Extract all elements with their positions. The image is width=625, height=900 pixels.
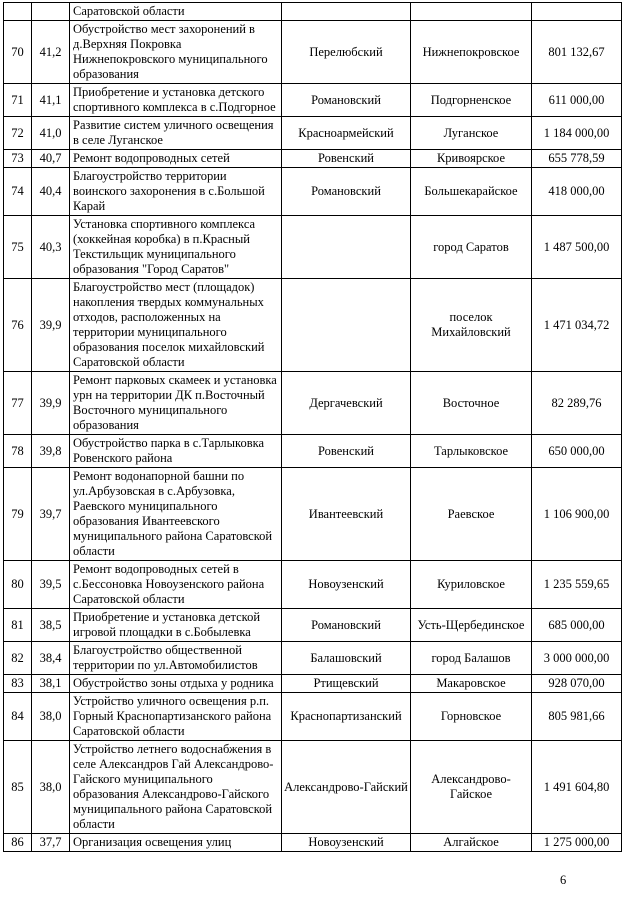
cell-district — [282, 3, 411, 21]
cell-score: 41,1 — [32, 84, 70, 117]
cell-description: Обустройство парка в с.Тарлыковка Ровенского района — [70, 435, 282, 468]
cell-rank: 74 — [4, 168, 32, 216]
cell-amount: 418 000,00 — [532, 168, 622, 216]
cell-district: Ивантеевский — [282, 468, 411, 561]
cell-score: 39,7 — [32, 468, 70, 561]
cell-amount: 82 289,76 — [532, 372, 622, 435]
cell-score: 37,7 — [32, 834, 70, 852]
cell-municipality: Горновское — [411, 693, 532, 741]
table-row — [4, 117, 622, 150]
cell-score: 38,0 — [32, 741, 70, 834]
table-row — [4, 561, 622, 609]
cell-amount: 1 275 000,00 — [532, 834, 622, 852]
table-row — [4, 435, 622, 468]
results-table — [3, 2, 622, 852]
cell-municipality: Кривоярское — [411, 150, 532, 168]
table-row — [4, 3, 622, 21]
cell-district: Дергачевский — [282, 372, 411, 435]
table-row — [4, 84, 622, 117]
table-row — [4, 609, 622, 642]
cell-amount: 685 000,00 — [532, 609, 622, 642]
cell-description: Устройство уличного освещения р.п. Горный Краснопартизанского района Саратовской области — [70, 693, 282, 741]
cell-score: 38,0 — [32, 693, 70, 741]
cell-municipality: Нижнепокровское — [411, 21, 532, 84]
cell-score: 38,4 — [32, 642, 70, 675]
cell-description: Развитие систем уличного освещения в селе Луганское — [70, 117, 282, 150]
cell-score: 38,1 — [32, 675, 70, 693]
cell-district: Романовский — [282, 168, 411, 216]
cell-description: Приобретение и установка детской игровой площадки в с.Бобылевка — [70, 609, 282, 642]
cell-rank: 76 — [4, 279, 32, 372]
cell-amount: 650 000,00 — [532, 435, 622, 468]
table-row — [4, 150, 622, 168]
cell-municipality: Подгорненское — [411, 84, 532, 117]
cell-rank: 70 — [4, 21, 32, 84]
cell-district: Ровенский — [282, 435, 411, 468]
cell-score: 41,0 — [32, 117, 70, 150]
cell-municipality: Большекарайское — [411, 168, 532, 216]
cell-description: Благоустройство общественной территории по ул.Автомобилистов — [70, 642, 282, 675]
cell-municipality: Куриловское — [411, 561, 532, 609]
cell-amount: 1 106 900,00 — [532, 468, 622, 561]
cell-amount: 1 235 559,65 — [532, 561, 622, 609]
cell-rank: 71 — [4, 84, 32, 117]
cell-score: 40,3 — [32, 216, 70, 279]
cell-rank: 72 — [4, 117, 32, 150]
table-row — [4, 21, 622, 84]
cell-description: Ремонт водопроводных сетей в с.Бессоновка Новоузенского района Саратовской области — [70, 561, 282, 609]
table-row — [4, 693, 622, 741]
cell-district: Романовский — [282, 609, 411, 642]
cell-score: 38,5 — [32, 609, 70, 642]
cell-district: Александрово-Гайский — [282, 741, 411, 834]
cell-amount: 805 981,66 — [532, 693, 622, 741]
cell-score: 41,2 — [32, 21, 70, 84]
cell-municipality: Алгайское — [411, 834, 532, 852]
cell-rank: 81 — [4, 609, 32, 642]
cell-district: Новоузенский — [282, 561, 411, 609]
table-row — [4, 279, 622, 372]
cell-rank: 77 — [4, 372, 32, 435]
cell-municipality: Александрово-Гайское — [411, 741, 532, 834]
cell-municipality: город Саратов — [411, 216, 532, 279]
cell-municipality: поселок Михайловский — [411, 279, 532, 372]
cell-rank: 82 — [4, 642, 32, 675]
cell-amount: 1 487 500,00 — [532, 216, 622, 279]
cell-rank: 80 — [4, 561, 32, 609]
table-row — [4, 468, 622, 561]
cell-rank: 83 — [4, 675, 32, 693]
cell-amount: 801 132,67 — [532, 21, 622, 84]
cell-score: 39,9 — [32, 372, 70, 435]
cell-score: 39,9 — [32, 279, 70, 372]
cell-municipality: Восточное — [411, 372, 532, 435]
cell-rank — [4, 3, 32, 21]
page-number: 6 — [560, 873, 567, 887]
cell-district: Новоузенский — [282, 834, 411, 852]
cell-amount — [532, 3, 622, 21]
cell-district: Краснопартизанский — [282, 693, 411, 741]
cell-rank: 85 — [4, 741, 32, 834]
table-row — [4, 168, 622, 216]
cell-score — [32, 3, 70, 21]
cell-district: Ртищевский — [282, 675, 411, 693]
cell-amount: 655 778,59 — [532, 150, 622, 168]
table-row — [4, 642, 622, 675]
cell-description: Благоустройство мест (площадок) накопления твердых коммунальных отходов, расположенных на территории муниципального образования поселок михайловский Саратовской области — [70, 279, 282, 372]
cell-description: Приобретение и установка детского спортивного комплекса в с.Подгорное — [70, 84, 282, 117]
cell-description: Устройство летнего водоснабжения в селе Александров Гай Александрово-Гайского муниципального образования Александрово-Гайского муниципального района Саратовской области — [70, 741, 282, 834]
cell-score: 39,5 — [32, 561, 70, 609]
cell-rank: 73 — [4, 150, 32, 168]
table-row — [4, 675, 622, 693]
cell-district: Романовский — [282, 84, 411, 117]
cell-municipality: Раевское — [411, 468, 532, 561]
table-row — [4, 834, 622, 852]
cell-description: Ремонт водопроводных сетей — [70, 150, 282, 168]
cell-district: Балашовский — [282, 642, 411, 675]
cell-municipality: Луганское — [411, 117, 532, 150]
cell-district — [282, 216, 411, 279]
cell-description: Ремонт водонапорной башни по ул.Арбузовская в с.Арбузовка, Раевского муниципального образования Ивантеевского муниципального района Саратовской области — [70, 468, 282, 561]
cell-description: Организация освещения улиц — [70, 834, 282, 852]
cell-district — [282, 279, 411, 372]
cell-municipality: город Балашов — [411, 642, 532, 675]
cell-description: Установка спортивного комплекса (хоккейная коробка) в п.Красный Текстильщик муниципального образования "Город Саратов" — [70, 216, 282, 279]
cell-description: Ремонт парковых скамеек и установка урн на территории ДК п.Восточный Восточного муниципального образования — [70, 372, 282, 435]
cell-amount: 611 000,00 — [532, 84, 622, 117]
cell-description: Благоустройство территории воинского захоронения в с.Большой Карай — [70, 168, 282, 216]
cell-amount: 1 471 034,72 — [532, 279, 622, 372]
cell-rank: 86 — [4, 834, 32, 852]
cell-municipality: Макаровское — [411, 675, 532, 693]
cell-rank: 79 — [4, 468, 32, 561]
cell-district: Красноармейский — [282, 117, 411, 150]
cell-amount: 928 070,00 — [532, 675, 622, 693]
cell-rank: 84 — [4, 693, 32, 741]
cell-description: Обустройство мест захоронений в д.Верхняя Покровка Нижнепокровского муниципального образования — [70, 21, 282, 84]
cell-score: 39,8 — [32, 435, 70, 468]
cell-municipality — [411, 3, 532, 21]
cell-municipality: Тарлыковское — [411, 435, 532, 468]
cell-district: Ровенский — [282, 150, 411, 168]
cell-score: 40,4 — [32, 168, 70, 216]
cell-amount: 1 491 604,80 — [532, 741, 622, 834]
cell-amount: 3 000 000,00 — [532, 642, 622, 675]
table-row — [4, 216, 622, 279]
cell-amount: 1 184 000,00 — [532, 117, 622, 150]
results-table-body — [4, 3, 622, 852]
cell-description: Обустройство зоны отдыха у родника — [70, 675, 282, 693]
table-row — [4, 741, 622, 834]
cell-municipality: Усть-Щербединское — [411, 609, 532, 642]
cell-score: 40,7 — [32, 150, 70, 168]
cell-district: Перелюбский — [282, 21, 411, 84]
cell-description: Саратовской области — [70, 3, 282, 21]
table-row — [4, 372, 622, 435]
cell-rank: 75 — [4, 216, 32, 279]
cell-rank: 78 — [4, 435, 32, 468]
